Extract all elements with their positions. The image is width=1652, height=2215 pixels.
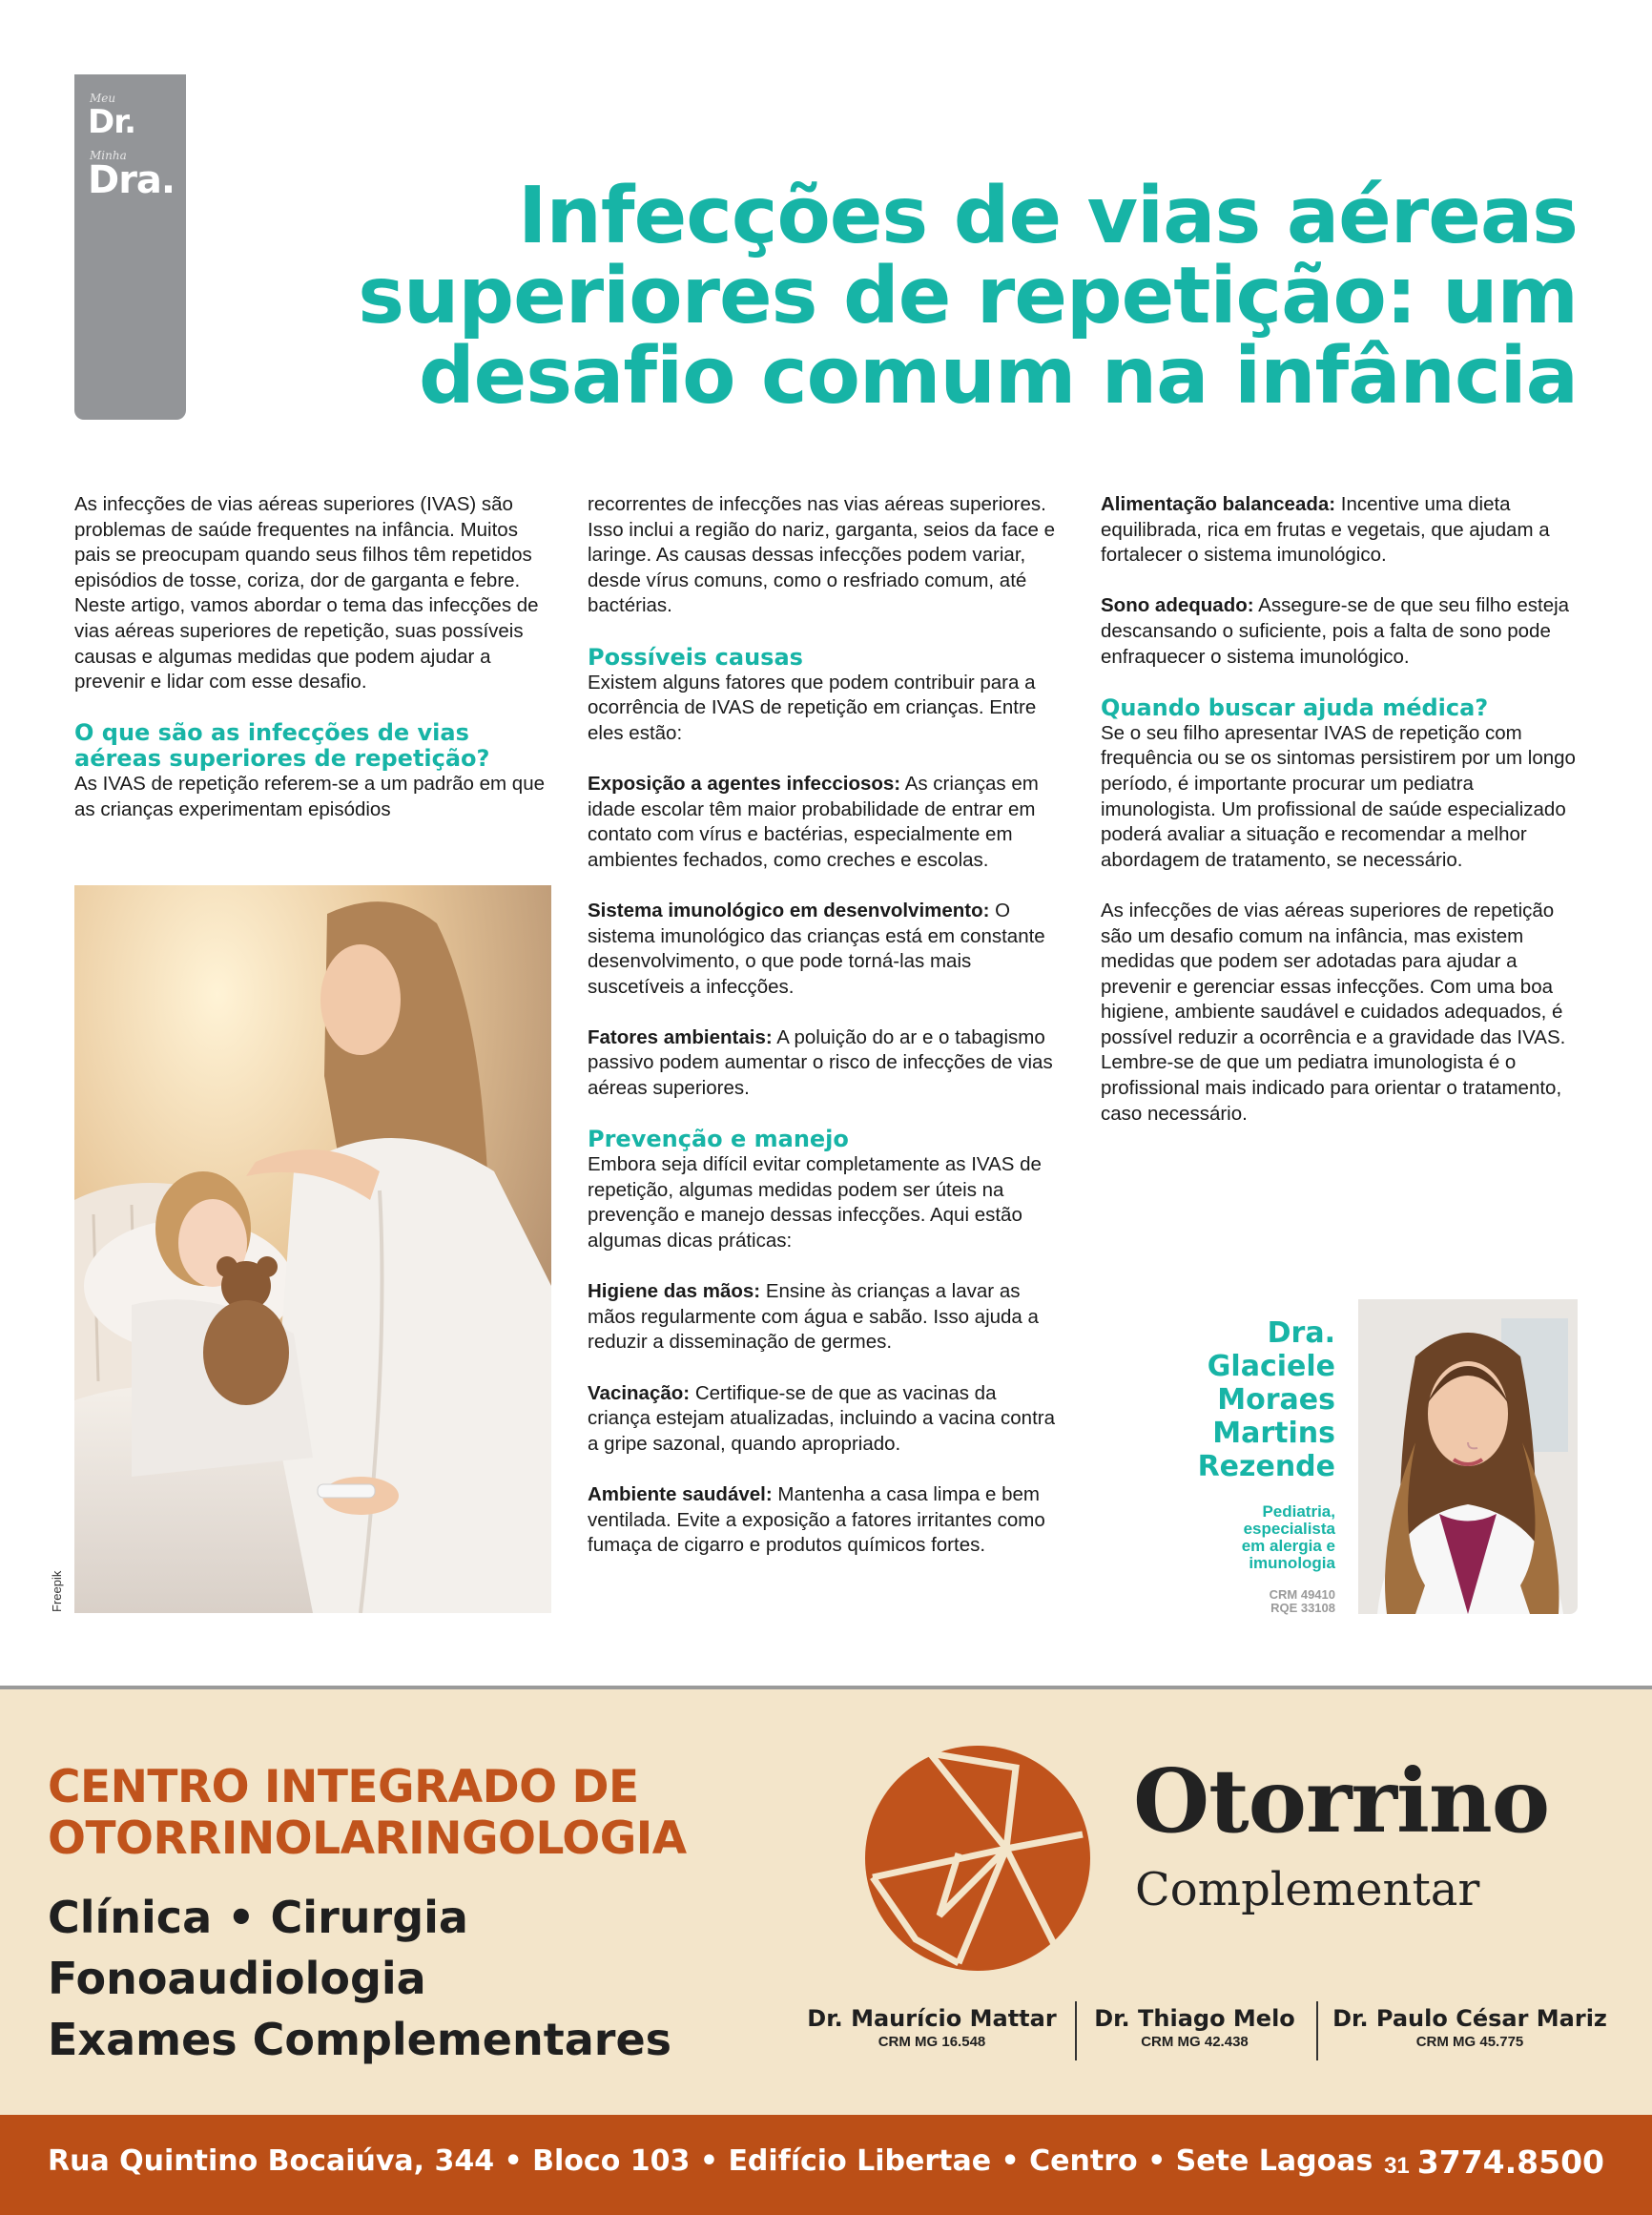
prevention-intro: Embora seja difícil evitar completamente as IVAS de repetição, algumas medidas podem ser úteis na prevenção e manejo dessas infecções. Aqui estão algumas dicas práticas: xyxy=(588,1153,1042,1252)
magazine-logo xyxy=(74,74,186,420)
author-name-line: Glaciele xyxy=(1207,1350,1335,1383)
ad-services-line-2: Fonoaudiologia xyxy=(48,1953,426,2004)
clinic-logo-icon xyxy=(863,1744,1092,1973)
ad-doctor-name: Dr. Thiago Melo xyxy=(1094,2005,1295,2032)
author-registration xyxy=(1270,1588,1335,1615)
author-name-line: Martins xyxy=(1212,1417,1335,1450)
article-column-2 xyxy=(588,492,1064,1559)
ad-doctor-name: Dr. Paulo César Mariz xyxy=(1332,2005,1607,2032)
ad-heading-line-1: CENTRO INTEGRADO DE xyxy=(48,1761,639,1813)
section-heading-when-help: Quando buscar ajuda médica? xyxy=(1101,693,1489,721)
tip-item-5 xyxy=(1101,593,1578,670)
author-rqe: RQE 33108 xyxy=(1270,1601,1335,1615)
help-paragraph: Se o seu filho apresentar IVAS de repetição com frequência ou se os sintomas persistirem por um longo período, é importante procurar um pediatra imunologista. Um profissional de saúde especializado poderá avaliar a situação e recomendar a melhor abordagem de tratamento, se necessário. xyxy=(1101,721,1576,871)
ad-doctor xyxy=(1087,2005,1302,2050)
clinic-phone xyxy=(1384,2143,1604,2181)
tip-item-2 xyxy=(588,1381,1064,1458)
author-specialty xyxy=(1242,1503,1335,1572)
causes-intro: Existem alguns fatores que podem contribuir para a ocorrência de IVAS de repetição em crianças. Entre eles estão: xyxy=(588,671,1037,744)
phone-area-code: 31 xyxy=(1384,2153,1410,2179)
cause-item-3-text: A poluição do ar e o tabagismo passivo podem aumentar o risco de infecções de vias aéreas superiores. xyxy=(588,1025,1053,1100)
ad-doctor-crm: CRM MG 45.775 xyxy=(1415,2034,1524,2050)
article-title xyxy=(195,171,1578,422)
logo-small-text-2: Minha xyxy=(90,149,127,162)
continuation-paragraph: recorrentes de infecções nas vias aéreas superiores. Isso inclui a região do nariz, garganta, seios da face e laringe. As causas dessas infecções podem variar, desde vírus comuns, como o resfriado comum, até bactérias. xyxy=(588,493,1056,617)
tip-item-3-text: Mantenha a casa limpa e bem ventilada. Evite a exposição a fatores irritantes como fumaça de cigarro e produtos químicos fortes. xyxy=(588,1482,1045,1557)
author-name-line: Moraes xyxy=(1217,1383,1335,1417)
author-specialty-line: imunologia xyxy=(1249,1554,1335,1572)
logo-dr: Dr. xyxy=(88,103,136,141)
author-specialty-line: Pediatria, xyxy=(1262,1502,1335,1521)
mother-child-photo xyxy=(74,885,551,1613)
tip-item-4-text: Incentive uma dieta equilibrada, rica em frutas e vegetais, que ajudam a fortalecer o sistema imunológico. xyxy=(1101,493,1550,567)
author-name-line: Rezende xyxy=(1197,1450,1335,1483)
cause-item-3 xyxy=(588,1025,1064,1102)
author-portrait xyxy=(1358,1299,1578,1614)
conclusion-paragraph: As infecções de vias aéreas superiores de repetição são um desafio comum na infância, mas existem medidas que podem ser adotadas para ajudar a prevenir e gerenciar essas infecções. Com uma boa higiene, ambiente saudável e cuidados adequados, é possível reduzir a ocorrência e a gravidade das IVAS. Lembre-se de que um pediatra imunologista é o profissional mais indicado para orientar o tratamento, caso necessário. xyxy=(1101,899,1566,1125)
tip-item-3 xyxy=(588,1482,1064,1559)
tip-item-1-text: Ensine às crianças a lavar as mãos regularmente com água e sabão. Isso ajuda a reduzir a disseminação de germes. xyxy=(588,1280,1039,1354)
article-column-3 xyxy=(1101,492,1578,1127)
cause-item-1 xyxy=(588,772,1064,873)
cause-item-2-label: Sistema imunológico em desenvolvimento: xyxy=(588,899,990,921)
cause-item-2 xyxy=(588,899,1064,1000)
ad-heading-line-2: OTORRINOLARINGOLOGIA xyxy=(48,1812,687,1865)
doctor-divider xyxy=(1316,2001,1318,2060)
doctor-divider xyxy=(1075,2001,1077,2060)
photo-credit: Freepik xyxy=(50,1570,64,1612)
ad-doctor xyxy=(1326,2005,1614,2050)
tip-item-2-text: Certifique-se de que as vacinas da criança estejam atualizadas, incluindo a vacina contra a gripe sazonal, quando apropriado. xyxy=(588,1381,1055,1455)
ad-doctor-name: Dr. Maurício Mattar xyxy=(807,2005,1057,2032)
section-heading-prevention: Prevenção e manejo xyxy=(588,1126,849,1153)
article-column-1 xyxy=(74,492,551,823)
tip-item-1 xyxy=(588,1279,1064,1356)
brand-name-complementar: Complementar xyxy=(1135,1863,1480,1916)
author-name xyxy=(1198,1316,1335,1483)
author-crm: CRM 49410 xyxy=(1269,1587,1335,1602)
tip-item-5-text: Assegure-se de que seu filho esteja descansando o suficiente, pois a falta de sono pode enfraquecer o sistema imunológico. xyxy=(1101,594,1570,668)
ad-doctor xyxy=(803,2005,1061,2050)
phone-number: 3774.8500 xyxy=(1416,2143,1604,2181)
clinic-address: Rua Quintino Bocaiúva, 344 • Bloco 103 • Edifício Libertae • Centro • Sete Lagoas xyxy=(48,2144,1373,2178)
cause-item-1-text: As crianças em idade escolar têm maior probabilidade de entrar em contato com vírus e bactérias, especialmente em ambientes fechados, como creches e escolas. xyxy=(588,772,1039,871)
cause-item-3-label: Fatores ambientais: xyxy=(588,1025,773,1048)
tip-item-4 xyxy=(1101,492,1578,569)
title-line-3: desafio comum na infância xyxy=(418,331,1578,422)
tip-item-3-label: Ambiente saudável: xyxy=(588,1482,773,1505)
tip-item-1-label: Higiene das mãos: xyxy=(588,1280,761,1303)
section-heading-what-are: O que são as infecções de vias aéreas superiores de repetição? xyxy=(74,719,490,773)
logo-small-text: Meu xyxy=(90,92,116,105)
tip-item-2-label: Vacinação: xyxy=(588,1381,691,1404)
ad-services-line-3: Exames Complementares xyxy=(48,2014,672,2065)
ad-doctor-crm: CRM MG 42.438 xyxy=(1141,2034,1249,2050)
what-are-paragraph: As IVAS de repetição referem-se a um padrão em que as crianças experimentam episódios xyxy=(74,773,546,820)
ad-doctor-crm: CRM MG 16.548 xyxy=(878,2034,986,2050)
intro-paragraph: As infecções de vias aéreas superiores (IVAS) são problemas de saúde frequentes na infância. Muitos pais se preocupam quando seus filhos têm repetidos episódios de tosse, coriza, dor de garganta e febre. Neste artigo, vamos abordar o tema das infecções de vias aéreas superiores de repetição, suas possíveis causas e algumas medidas que podem ajudar a prevenir e lidar com esse desafio. xyxy=(74,493,539,693)
title-line-1: Infecções de vias aéreas xyxy=(518,171,1578,261)
section-heading-causes: Possíveis causas xyxy=(588,643,803,671)
tip-item-5-label: Sono adequado: xyxy=(1101,594,1254,617)
logo-dra: Dra. xyxy=(88,158,176,202)
cause-item-1-label: Exposição a agentes infecciosos: xyxy=(588,772,901,795)
title-line-2: superiores de repetição: um xyxy=(358,251,1578,342)
author-specialty-line: especialista xyxy=(1243,1520,1335,1538)
ad-services-line-1: Clínica • Cirurgia xyxy=(48,1892,468,1943)
author-name-line: Dra. xyxy=(1267,1316,1335,1350)
author-specialty-line: em alergia e xyxy=(1241,1537,1335,1555)
brand-name-otorrino: Otorrino xyxy=(1133,1749,1550,1853)
cause-item-2-text: O sistema imunológico das crianças está em constante desenvolvimento, o que pode torná-las mais suscetíveis a infecções. xyxy=(588,899,1045,998)
tip-item-4-label: Alimentação balanceada: xyxy=(1101,493,1336,515)
